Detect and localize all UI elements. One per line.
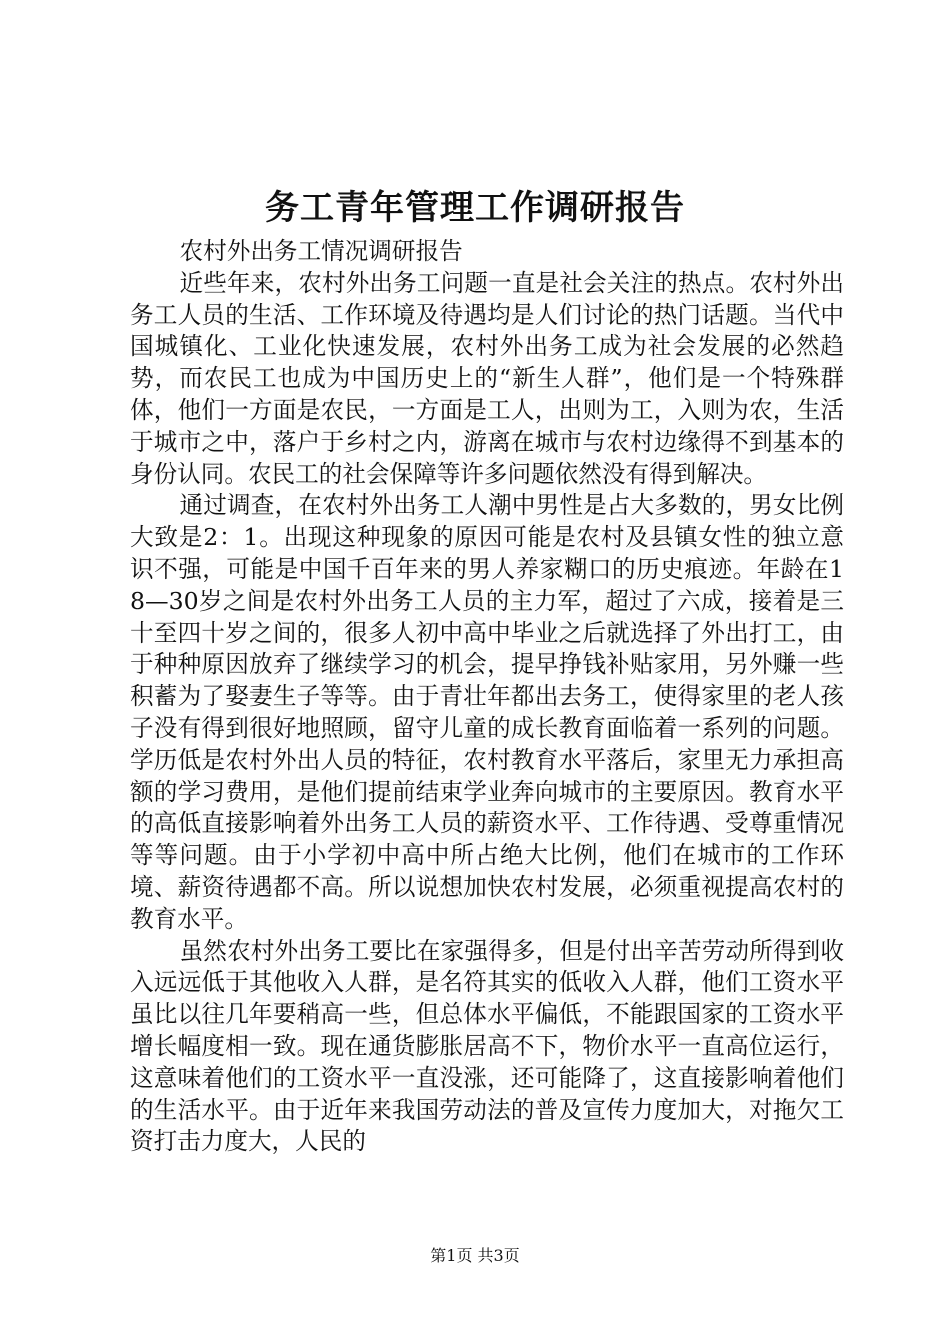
document-title: 务工青年管理工作调研报告 (265, 188, 685, 228)
document-body (130, 236, 844, 1158)
paragraph-3: 虽然农村外出务工要比在家强得多，但是付出辛苦劳动所得到收入远远低于其他收入人群，是名符其实的低收入人群，他们工资水平虽比以往几年要稍高一些，但总体水平偏低，不能跟国家的工资水平增长幅度相一致。现在通货膨胀居高不下，物价水平一直高位运行，这意味着他们的工资水平一直没涨，还可能降了，这直接影响着他们的生活水平。由于近年来我国劳动法的普及宣传力度加大，对拖欠工资打击力度大，人民的 (130, 936, 844, 1156)
document-subtitle: 农村外出务工情况调研报告 (179, 237, 463, 265)
paragraph-2: 通过调查，在农村外出务工人潮中男性是占大多数的，男女比例大致是2：1。出现这种现象的原因可能是农村及县镇女性的独立意识不强，可能是中国千百年来的男人养家糊口的历史痕迹。年龄在18—30岁之间是农村外出务工人员的主力军，超过了六成，接着是三十至四十岁之间的，很多人初中高中毕业之后就选择了外出打工，由于种种原因放弃了继续学习的机会，提早挣钱补贴家用，另外赚一些积蓄为了娶妻生子等等。由于青壮年都出去务工，使得家里的老人孩子没有得到很好地照顾，留守儿童的成长教育面临着一系列的问题。学历低是农村外出人员的特征，农村教育水平落后，家里无力承担高额的学习费用，是他们提前结束学业奔向城市的主要原因。教育水平的高低直接影响着外出务工人员的薪资水平、工作待遇、受尊重情况等等问题。由于小学初中高中所占绝大比例，他们在城市的工作环境、薪资待遇都不高。所以说想加快农村发展，必须重视提高农村的教育水平。 (130, 491, 844, 933)
paragraph-1: 近些年来，农村外出务工问题一直是社会关注的热点。农村外出务工人员的生活、工作环境及待遇均是人们讨论的热门话题。当代中国城镇化、工业化快速发展，农村外出务工成为社会发展的必然趋势，而农民工也成为中国历史上的“新生人群”，他们是一个特殊群体，他们一方面是农民，一方面是工人，出则为工，入则为农，生活于城市之中，落户于乡村之内，游离在城市与农村边缘得不到基本的身份认同。农民工的社会保障等许多问题依然没有得到解决。 (130, 268, 844, 488)
page-footer: 第1页 共3页 (430, 1246, 520, 1265)
